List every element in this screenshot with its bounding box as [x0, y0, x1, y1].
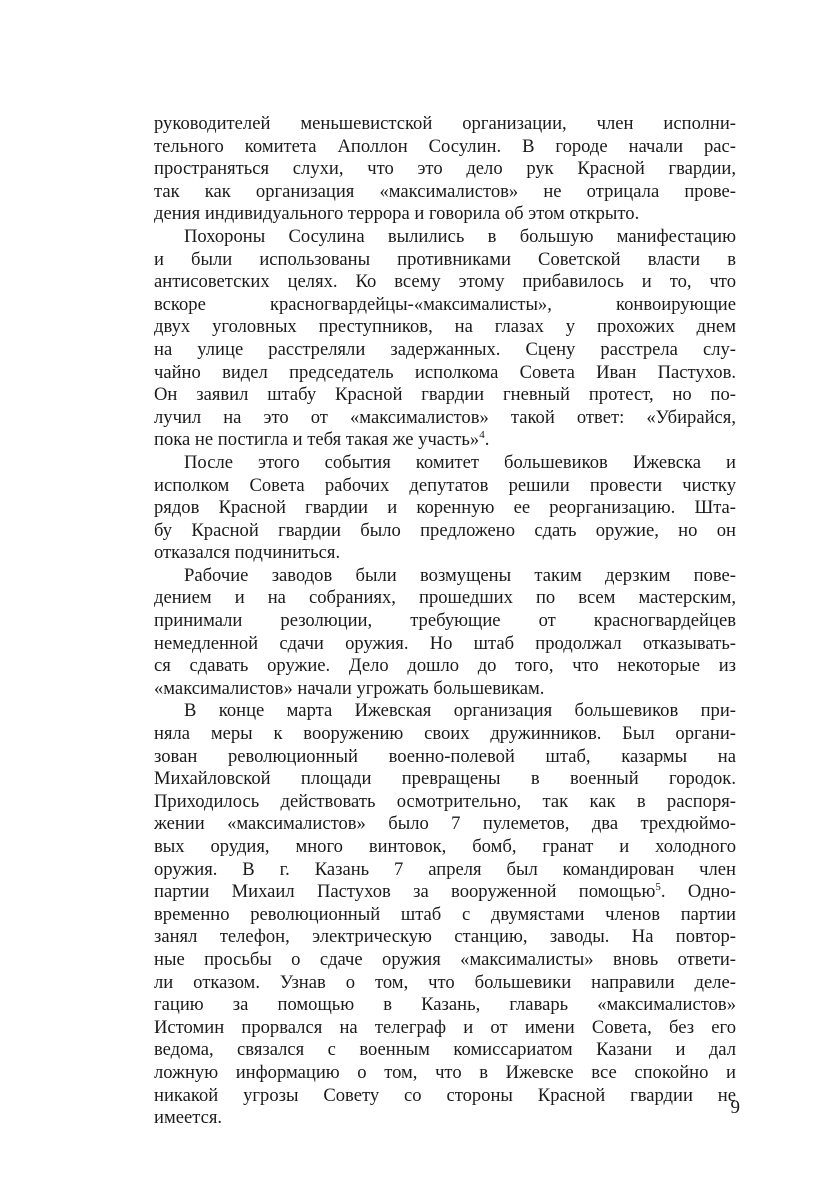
text-line: вскоре красногвардейцы-«максималисты», конвоирующие: [154, 293, 736, 315]
text-line: немедленной сдачи оружия. Но штаб продолжал отказывать-: [154, 632, 736, 654]
paragraph-3: [154, 452, 736, 565]
text-line: имеется.: [154, 1107, 223, 1129]
text-line: [154, 881, 736, 904]
text-line: Истомин прорвался на телеграф и от имени Совета, без его: [154, 1016, 736, 1038]
text-line: отказался подчиниться.: [154, 542, 341, 564]
line-text: пока не постигла и тебя такая же участь»: [154, 429, 480, 451]
text-line: тельного комитета Аполлон Сосулин. В городе начали рас-: [154, 135, 736, 157]
text-line: временно революционный штаб с двумястами членов партии: [154, 903, 736, 925]
line-text-after: . Одно-: [660, 881, 736, 903]
text-line: Похороны Сосулина вылились в большую манифестацию: [184, 225, 736, 247]
text-line: ложную информацию о том, что в Ижевске все спокойно и: [154, 1061, 736, 1083]
text-line: Он заявил штабу Красной гвардии гневный протест, но по-: [154, 384, 736, 406]
text-line: В конце марта Ижевская организация большевиков при-: [184, 700, 736, 722]
text-line: занял телефон, электрическую станцию, заводы. На повтор-: [154, 926, 736, 948]
text-line: ведома, связался с военным комиссариатом Казани и дал: [154, 1039, 736, 1061]
text-line: антисоветских целях. Ко всему этому прибавилось и то, что: [154, 271, 736, 293]
text-line: ли отказом. Узнав о том, что большевики направили деле-: [154, 971, 736, 993]
page-number: 9: [730, 1097, 740, 1118]
line-text-after: .: [484, 429, 490, 451]
text-line: жении «максималистов» было 7 пулеметов, два трехдюймо-: [154, 813, 736, 835]
text-line: руководителей меньшевистской организации, член исполни-: [154, 113, 736, 134]
paragraph-1: [154, 113, 736, 226]
text-line: двух уголовных преступников, на глазах у прохожих днем: [154, 316, 736, 338]
text-line: рядов Красной гвардии и коренную ее реорганизацию. Шта-: [154, 497, 736, 519]
text-line: никакой угрозы Совету со стороны Красной гвардии не: [154, 1084, 736, 1106]
text-line: дением и на собраниях, прошедших по всем мастерским,: [154, 587, 736, 609]
text-line: чайно видел председатель исполкома Совета Иван Пастухов.: [154, 361, 736, 383]
text-line: Приходилось действовать осмотрительно, так как в распоря-: [154, 790, 736, 812]
text-line: «максималистов» начали угрожать большевикам.: [154, 677, 545, 699]
text-line: гацию за помощью в Казань, главарь «максималистов»: [154, 994, 736, 1016]
text-line: и были использованы противниками Советской власти в: [154, 248, 736, 270]
paragraph-2: [154, 226, 736, 452]
text-line: лучил на это от «максималистов» такой ответ: «Убирайся,: [154, 406, 736, 428]
text-line: После этого события комитет большевиков Ижевска и: [184, 451, 736, 473]
paragraph-4: [154, 565, 736, 701]
text-line: оружия. В г. Казань 7 апреля был командирован член: [154, 858, 736, 880]
text-line: ные просьбы о сдаче оружия «максималисты» вновь ответи-: [154, 948, 736, 970]
footnote-marker: 5: [655, 881, 661, 894]
footnote-marker: 4: [479, 429, 485, 442]
text-line: дения индивидуального террора и говорила об этом открыто.: [154, 203, 640, 225]
text-line: на улице расстреляли задержанных. Сцену расстрела слу-: [154, 338, 736, 360]
text-line: бу Красной гвардии было предложено сдать оружие, но он: [154, 519, 736, 541]
text-line: вых орудия, много винтовок, бомб, гранат и холодного: [154, 836, 736, 857]
text-line: исполком Совета рабочих депутатов решили провести чистку: [154, 474, 736, 496]
line-text: партии Михаил Пастухов за вооруженной помощью: [154, 881, 656, 903]
text-line: няла меры к вооружению своих дружинников. Был органи-: [154, 723, 736, 745]
text-line: Михайловской площади превращены в военный городок.: [154, 768, 736, 790]
paragraph-5: [154, 700, 736, 1129]
text-line: пространяться слухи, что это дело рук Красной гвардии,: [154, 158, 736, 180]
document-body: [154, 113, 736, 1130]
text-line: [154, 429, 736, 452]
text-line: так как организация «максималистов» не отрицала прове-: [154, 180, 736, 202]
text-line: ся сдавать оружие. Дело дошло до того, что некоторые из: [154, 655, 736, 677]
text-line: зован революционный военно-полевой штаб, казармы на: [154, 745, 736, 767]
text-line: Рабочие заводов были возмущены таким дерзким пове-: [184, 564, 736, 586]
text-line: принимали резолюции, требующие от красногвардейцев: [154, 610, 736, 632]
